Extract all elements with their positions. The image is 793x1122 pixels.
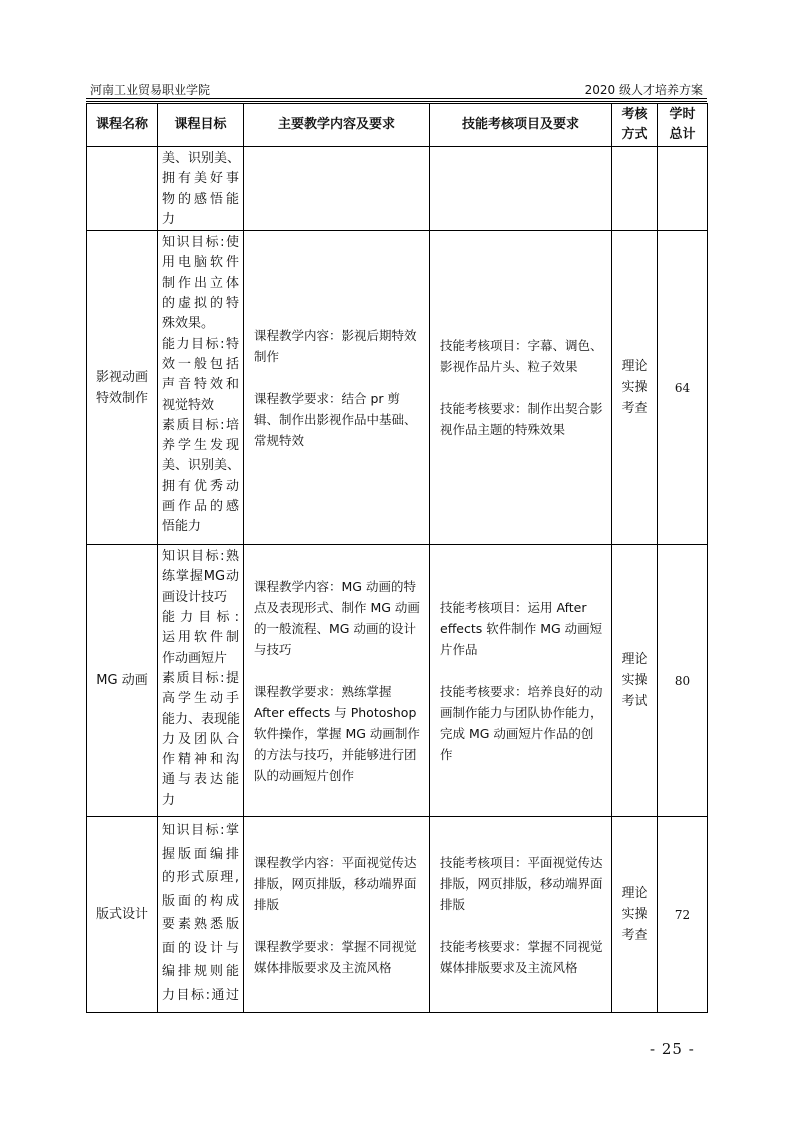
skills-cell	[430, 817, 612, 1013]
skill-requirement-paragraph: 技能考核要求：掌握不同视觉媒体排版要求及主流风格	[440, 938, 603, 975]
skill-items-paragraph: 技能考核项目：平面视觉传达排版，网页排版，移动端界面排版	[440, 854, 603, 912]
hours-cell: 72	[658, 817, 708, 1013]
requirement-paragraph: 课程教学要求：结合 pr 剪辑、制作出影视作品中基础、常规特效	[254, 390, 417, 448]
skills-cell	[430, 545, 612, 817]
curriculum-table	[86, 103, 708, 1013]
table-row	[87, 817, 708, 1013]
col-header-content: 主要教学内容及要求	[244, 104, 430, 147]
course-name-cell: MG 动画	[87, 545, 158, 817]
exam-method-cell	[612, 147, 658, 231]
col-header-skills: 技能考核项目及要求	[430, 104, 612, 147]
skills-cell	[430, 231, 612, 545]
table-header-row	[87, 104, 708, 147]
skills-cell	[430, 147, 612, 231]
course-name-cell: 影视动画 特效制作	[87, 231, 158, 545]
exam-method-cell: 理论 实操 考查	[612, 231, 658, 545]
content-cell	[244, 231, 430, 545]
header-rule	[86, 98, 707, 99]
course-goal-cell: 知识目标:掌 握版面编排 的形式原理, 版面的构成 要素熟悉版 面的设计与 编排规则能 力目标:通过	[158, 817, 244, 1013]
exam-method-cell: 理论 实操 考试	[612, 545, 658, 817]
page-number: - 25 -	[650, 1040, 695, 1058]
course-goal-cell: 知识目标:使 用电脑软件 制作出立体 的虚拟的特 殊效果。 能力目标:特 效一般包括 声音特效和 视觉特效 素质目标:培 养学生发现 美、识别美、 拥有优秀动 画作品的感 悟能力	[158, 231, 244, 545]
course-name-cell: 版式设计	[87, 817, 158, 1013]
hours-cell: 80	[658, 545, 708, 817]
content-paragraph: 课程教学内容：平面视觉传达排版，网页排版，移动端界面排版	[254, 854, 417, 912]
requirement-paragraph: 课程教学要求：掌握不同视觉媒体排版要求及主流风格	[254, 938, 417, 975]
header-rule-secondary	[86, 101, 707, 102]
hours-cell: 64	[658, 231, 708, 545]
col-header-exam-method: 考核 方式	[612, 104, 658, 147]
skill-requirement-paragraph: 技能考核要求：制作出契合影视作品主题的特殊效果	[440, 401, 603, 438]
skill-items-paragraph: 技能考核项目：运用 After effects 软件制作 MG 动画短片作品	[440, 599, 603, 657]
header-school: 河南工业贸易职业学院	[90, 83, 211, 97]
table-row	[87, 545, 708, 817]
requirement-paragraph: 课程教学要求：熟练掌握 After effects 与 Photoshop 软件操作，掌握 MG 动画制作的方法与技巧，并能够进行团队的动画短片创作	[254, 683, 420, 783]
content-cell	[244, 817, 430, 1013]
skill-items-paragraph: 技能考核项目：字幕、调色、影视作品片头、粒子效果	[440, 338, 603, 375]
course-goal-cell: 美、识别美、 拥有美好事 物的感悟能 力	[158, 147, 244, 231]
table-row	[87, 147, 708, 231]
content-paragraph: 课程教学内容：MG 动画的特点及表现形式、制作 MG 动画的一般流程、MG 动画的设计与技巧	[254, 578, 420, 657]
content-paragraph: 课程教学内容：影视后期特效制作	[254, 327, 417, 364]
content-cell	[244, 545, 430, 817]
content-cell	[244, 147, 430, 231]
hours-cell	[658, 147, 708, 231]
col-header-course-name: 课程名称	[87, 104, 158, 147]
exam-method-cell: 理论 实操 考查	[612, 817, 658, 1013]
course-goal-cell: 知识目标:熟 练掌握MG动 画设计技巧 能力目标: 运用软件制 作动画短片 素质目标:提 高学生动手 能力、表现能 力及团队合 作精神和沟 通与表达能 力	[158, 545, 244, 817]
skill-requirement-paragraph: 技能考核要求：培养良好的动画制作能力与团队协作能力，完成 MG 动画短片作品的创作	[440, 683, 603, 762]
col-header-course-goal: 课程目标	[158, 104, 244, 147]
col-header-total-hours: 学时 总计	[658, 104, 708, 147]
table-row	[87, 231, 708, 545]
course-name-cell	[87, 147, 158, 231]
header-plan-title: 2020 级人才培养方案	[584, 83, 703, 97]
